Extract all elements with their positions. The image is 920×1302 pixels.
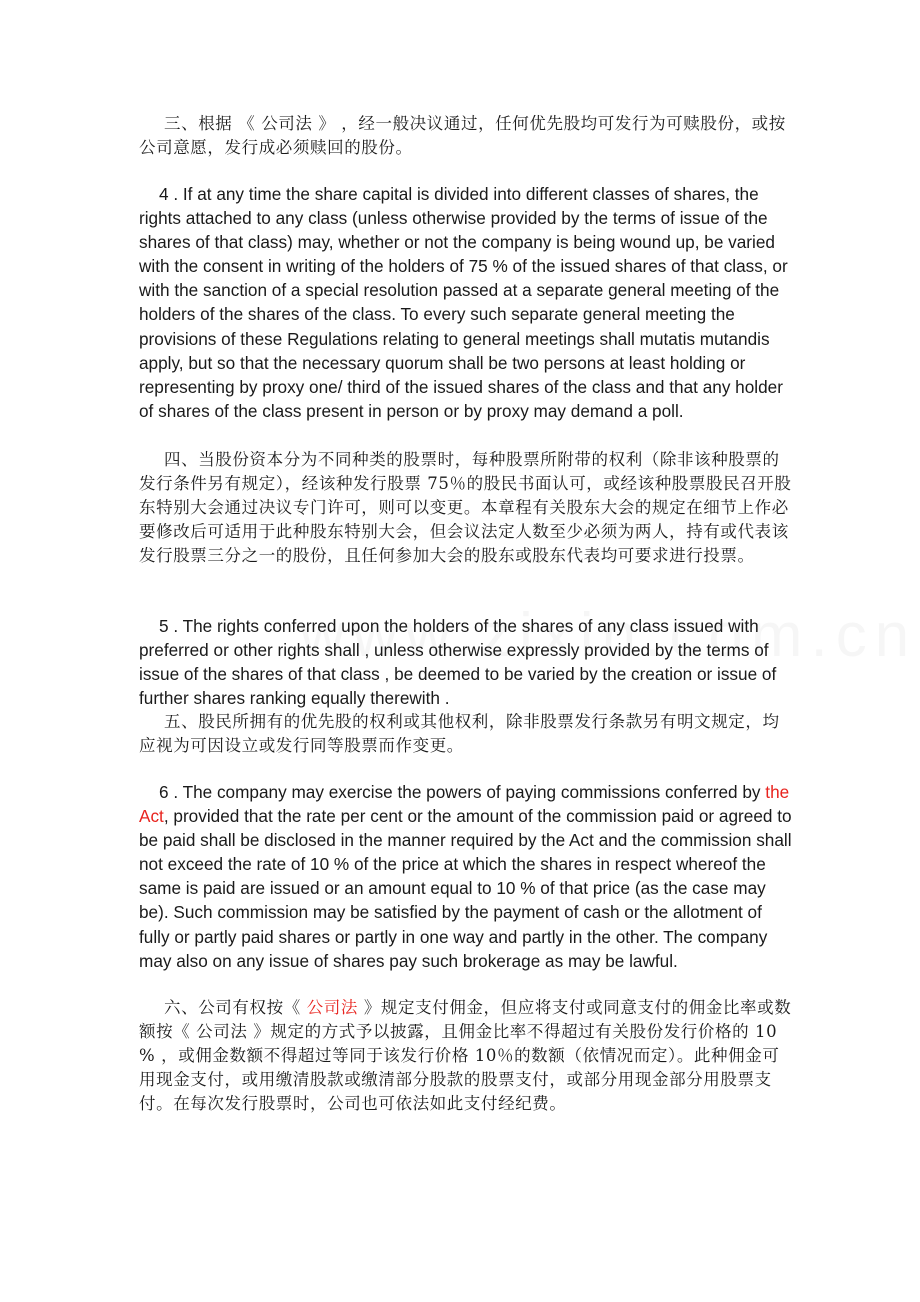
paragraph-4-en: 4 . If at any time the share capital is divided into different classes of shares, the rights attached to any class (unless otherwise provided by the terms of issue of the shares of that class) may, whether or not the company is being wound up, be varied with the consent in writing of the holders of 75 % of the issued shares of that class, or with the sanction of a special resolution passed at a separate general meeting of the holders of the shares of the class. To every such separate general meeting the provisions of these Regulations relating to general meetings shall mutatis mutandis apply, but so that the necessary quorum shall be two persons at least holding or representing by proxy one/ third of the issued shares of the class and that any holder of shares of the class present in person or by proxy may demand a poll. [139,184,788,421]
company-law-link[interactable]: 公司法 [306,998,358,1017]
paragraph-6-cn [139,996,794,1116]
paragraph-6-en-part-b: , provided that the rate per cent or the amount of the commission paid or agreed to be paid shall be disclosed in the manner required by the Act and the commission shall not exceed the rate of 10 % of the price at which the shares in respect whereof the same is paid are issued or an amount equal to 10 % of that price (as the case may be). Such commission may be satisfied by the payment of cash or the allotment of fully or partly paid shares or partly in one way and partly in the other. The company may also on any issue of shares pay such brokerage as may be lawful. [139,806,792,971]
paragraph-4-cn: 四、当股份资本分为不同种类的股票时，每种股票所附带的权利（除非该种股票的发行条件另有规定），经该种发行股票 75％的股民书面认可，或经该种股票股民召开股东特别大会通过决议专门许可，则可以变更。本章程有关股东大会的规定在细节上作必要修改后可适用于此种股东特别大会，但会议法定人数至少必须为两人，持有或代表该发行股票三分之一的股份，且任何参加大会的股东或股东代表均可要求进行投票。 [139,450,792,565]
paragraph-5-en: 5 . The rights conferred upon the holders of the shares of any class issued with preferred or other rights shall , unless otherwise expressly provided by the terms of issue of the shares of that class , be deemed to be varied by the creation or issue of further shares ranking equally therewith . [139,616,777,709]
paragraph-5-cn: 五、股民所拥有的优先股的权利或其他权利，除非股票发行条款另有明文规定，均应视为可因设立或发行同等股票而作变更。 [139,712,780,755]
paragraph-3-cn: 三、根据 《 公司法 》 ，经一般决议通过，任何优先股均可发行为可赎股份，或按公司意愿，发行成必须赎回的股份。 [139,114,786,157]
paragraph-6-cn-part-a: 六、公司有权按《 [164,998,307,1017]
the-act-link[interactable]: the Act [139,782,790,827]
paragraph-6-en [139,780,794,973]
paragraph-6-cn-part-b: 》规定支付佣金，但应将支付或同意支付的佣金比率或数额按《 公司法 》规定的方式予以披露，且佣金比率不得超过有关股份发行价格的 10 % ，或佣金数额不得超过等同于该发行价格 10％的数额（依情况而定）。此种佣金可用现金支付，或用缴清股款或缴清部分股款的股票支付，或部分用现金部分用股票支付。在每次发行股票时，公司也可依法如此支付经纪费。 [139,998,792,1113]
paragraph-6-en-part-a: 6 . The company may exercise the powers of paying commissions conferred by [159,782,766,802]
